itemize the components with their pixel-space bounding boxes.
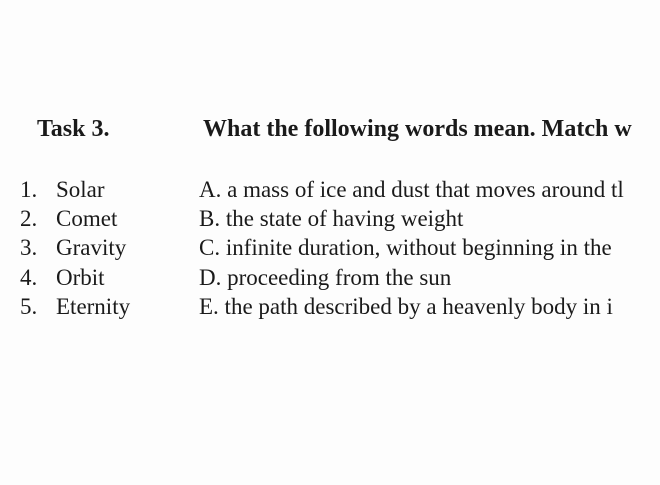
word-text: Gravity — [56, 235, 127, 261]
word-number: 4. — [20, 264, 38, 290]
word-item — [20, 204, 130, 233]
word-item — [20, 233, 130, 262]
definition-item: A. a mass of ice and dust that moves around tl — [199, 177, 624, 202]
word-text: Eternity — [56, 293, 131, 319]
word-number: 1. — [20, 177, 38, 202]
word-text: Orbit — [56, 264, 105, 290]
task-instruction: What the following words mean. Match w — [203, 116, 632, 142]
task-label: Task 3. — [37, 116, 110, 142]
definition-item: D. proceeding from the sun — [199, 264, 452, 290]
word-text: Comet — [56, 206, 118, 232]
word-item — [20, 263, 130, 292]
definition-item: B. the state of having weight — [199, 206, 464, 232]
word-list — [20, 175, 130, 321]
definition-item: E. the path described by a heavenly body in i — [199, 293, 613, 319]
word-text: Solar — [56, 177, 105, 202]
definition-item: C. infinite duration, without beginning in the — [199, 235, 612, 261]
definition-list — [199, 175, 624, 321]
word-number: 3. — [20, 235, 38, 261]
word-item — [20, 175, 130, 204]
word-number: 2. — [20, 206, 38, 232]
word-item — [20, 292, 130, 321]
word-number: 5. — [20, 293, 38, 319]
